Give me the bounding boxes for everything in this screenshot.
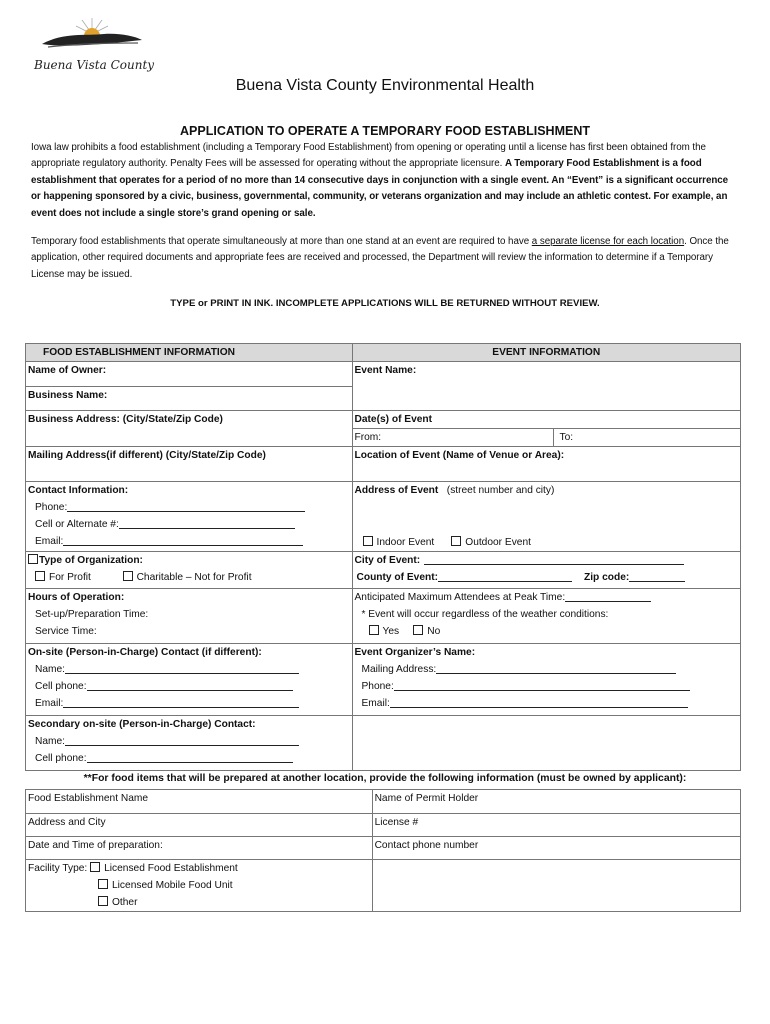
checkbox-icon	[413, 625, 423, 635]
mailing-address-field[interactable]: Mailing Address(if different) (City/State/Zip Code)	[26, 447, 353, 482]
service-time-field[interactable]: Service Time:	[35, 626, 97, 637]
event-from-field[interactable]: From:	[353, 429, 554, 446]
checkbox-icon	[369, 625, 379, 635]
city-of-event-field[interactable]: City of Event:	[355, 552, 739, 569]
checkbox-icon	[451, 536, 461, 546]
form-title: APPLICATION TO OPERATE A TEMPORARY FOOD ESTABLISHMENT	[180, 124, 590, 138]
food-establishment-header: FOOD ESTABLISHMENT INFORMATION	[26, 344, 353, 362]
email-field[interactable]: Email:	[28, 533, 350, 550]
business-name-field[interactable]: Business Name:	[26, 387, 353, 411]
checkbox-icon	[90, 862, 100, 872]
licensed-mobile-unit-checkbox[interactable]: Licensed Mobile Food Unit	[28, 877, 370, 894]
charitable-checkbox[interactable]: Charitable – Not for Profit	[123, 572, 252, 583]
event-location-field[interactable]: Location of Event (Name of Venue or Area):	[352, 447, 741, 482]
empty-cell	[352, 716, 741, 771]
organizer-phone-field[interactable]: Phone:	[355, 678, 739, 695]
event-name-field[interactable]: Event Name:	[352, 362, 741, 411]
prep-date-time-field[interactable]: Date and Time of preparation:	[26, 837, 373, 860]
intro-paragraph-1: Iowa law prohibits a food establishment (including a Temporary Food Establishment) from opening or operating until a license has first been obtained from the appropriate regulatory authority. Penalty Fees will be assessed for operating without the appropriate licensure. A Temporary Food Establishment is a food establishment that operates for a period of no more than 14 consecutive days in conjunction with a single event. An “Event” is a significant occurrence or happening sponsored by a civic, business, governmental, community, or veterans organization and may include an athletic contest. For example, an event does not include a single store’s grand opening or sale.	[31, 142, 729, 219]
organizer-email-field[interactable]: Email:	[355, 695, 739, 712]
checkbox-icon	[35, 571, 45, 581]
onsite-email-field[interactable]: Email:	[28, 695, 350, 712]
other-location-note: **For food items that will be prepared at another location, provide the following information (must be owned by applicant):	[83, 773, 687, 784]
address-city-field[interactable]: Address and City	[26, 814, 373, 837]
logo-text: Buena Vista County	[34, 58, 155, 72]
main-form-table	[25, 343, 741, 771]
checkbox-icon	[123, 571, 133, 581]
contact-phone-field[interactable]: Contact phone number	[372, 837, 740, 860]
secondary-contact-label: Secondary on-site (Person-in-Charge) Contact:	[28, 719, 256, 730]
permit-holder-field[interactable]: Name of Permit Holder	[372, 790, 740, 814]
license-number-field[interactable]: License #	[372, 814, 740, 837]
county-zip-field[interactable]: County of Event: Zip code:	[355, 569, 739, 586]
organizer-name-label: Event Organizer’s Name:	[354, 647, 476, 658]
event-dates-label: Date(s) of Event	[354, 414, 433, 425]
intro-paragraph-2: Temporary food establishments that operate simultaneously at more than one stand at an event are required to have a separate license for each location. Once the application, other required documents and appropriate fees are received and processed, the Department will review the information to determine if a Temporary License may be issued.	[31, 236, 729, 280]
for-profit-checkbox[interactable]: For Profit	[35, 572, 91, 583]
organizer-mailing-field[interactable]: Mailing Address:	[355, 661, 739, 678]
outdoor-event-checkbox[interactable]: Outdoor Event	[451, 537, 531, 548]
other-facility-checkbox[interactable]: Other	[28, 894, 370, 911]
business-address-field[interactable]: Business Address: (City/State/Zip Code)	[26, 411, 353, 447]
weather-label: * Event will occur regardless of the weather conditions:	[361, 609, 609, 620]
empty-cell	[372, 860, 740, 912]
secondary-name-field[interactable]: Name:	[28, 733, 350, 750]
indoor-event-checkbox[interactable]: Indoor Event	[363, 537, 435, 548]
owner-name-field[interactable]: Name of Owner:	[26, 362, 353, 387]
checkbox-icon	[98, 896, 108, 906]
event-info-header: EVENT INFORMATION	[352, 344, 741, 362]
checkbox-icon	[363, 536, 373, 546]
checkbox-icon	[28, 554, 38, 564]
contact-info-label: Contact Information:	[28, 485, 129, 496]
onsite-name-field[interactable]: Name:	[28, 661, 350, 678]
onsite-cell-field[interactable]: Cell phone:	[28, 678, 350, 695]
weather-no-checkbox[interactable]: No	[413, 626, 440, 637]
ink-notice: TYPE or PRINT IN INK. INCOMPLETE APPLICATIONS WILL BE RETURNED WITHOUT REVIEW.	[170, 298, 600, 309]
onsite-contact-label: On-site (Person-in-Charge) Contact (if different):	[28, 647, 262, 658]
setup-time-field[interactable]: Set-up/Preparation Time:	[35, 609, 149, 620]
department-name: Buena Vista County Environmental Health	[235, 77, 535, 94]
event-address-label: Address of Event	[354, 485, 439, 496]
event-to-field[interactable]: To:	[559, 432, 574, 443]
other-location-table	[25, 789, 741, 912]
facility-type-label: Facility Type:	[28, 863, 88, 874]
event-address-hint: (street number and city)	[446, 485, 555, 496]
secondary-cell-field[interactable]: Cell phone:	[28, 750, 350, 767]
licensed-food-est-checkbox[interactable]: Licensed Food Establishment	[90, 863, 238, 874]
checkbox-icon	[98, 879, 108, 889]
hours-label: Hours of Operation:	[28, 592, 125, 603]
cell-field[interactable]: Cell or Alternate #:	[28, 516, 350, 533]
org-type-label: Type of Organization:	[28, 552, 350, 569]
phone-field[interactable]: Phone:	[28, 499, 350, 516]
food-establishment-name-field[interactable]: Food Establishment Name	[26, 790, 373, 814]
weather-yes-checkbox[interactable]: Yes	[369, 626, 400, 637]
attendees-field[interactable]: Anticipated Maximum Attendees at Peak Time:	[355, 589, 739, 606]
